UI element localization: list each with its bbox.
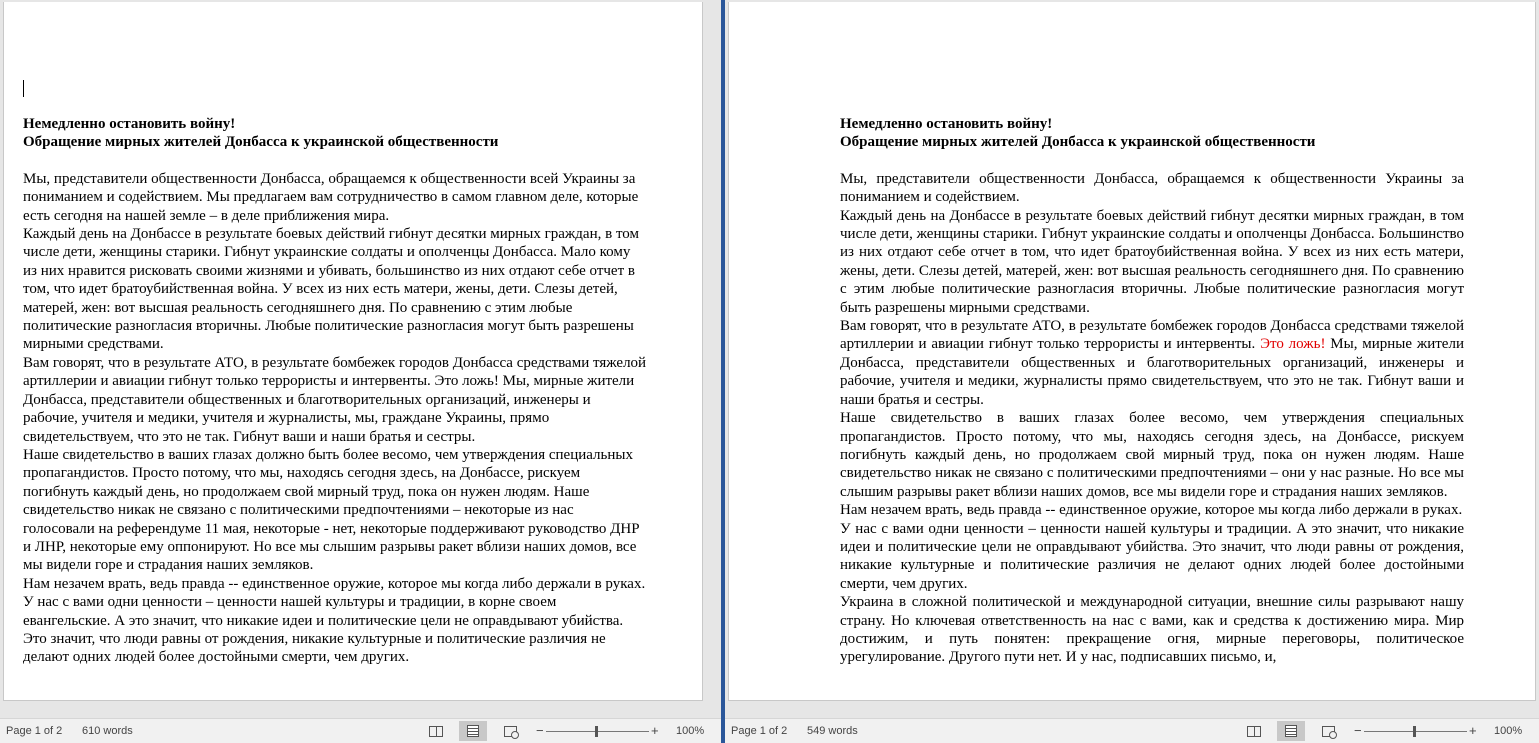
right-status-bar [725,718,1539,743]
zoom-out-button[interactable]: − [536,723,544,738]
document-subtitle: Обращение мирных жителей Донбасса к украинской общественности [840,134,1316,151]
document-title: Немедленно остановить войну! [840,116,1053,132]
paragraph: Каждый день на Донбассе в результате боевых действий гибнут десятки мирных граждан, в том числе дети, женщины старики. Гибнут украинские солдаты и ополченцы Донбасса. Большинство из них отдают себе отчет в том, что идет братоубийственная война. У всех из них есть матери, жены, дети. Слезы детей, матерей, жен: вот высшая реальность сегодняшнего дня. По сравнению с этим любые политические разногласия вторичны. Любые политические разногласия могут быть разрешены мирными средствами. [840,207,1464,316]
paragraph: У нас с вами одни ценности – ценности нашей культуры и традиции, в корне своем евангельские. А это значит, что никакие идеи и политические цели не оправдывают убийства. Это значит, что люди равны от рождения, никакие культурные и политические различия не делают одних людей более достойными смерти, чем других. [23,594,624,666]
read-mode-button[interactable] [422,721,450,741]
zoom-slider-thumb[interactable] [1413,726,1416,737]
text-cursor [23,80,24,97]
paragraph: Наше свидетельство в ваших глазах более весомо, чем утверждения специальных пропагандистов. Просто потому, что мы, находясь сегодня здесь, на Донбассе, рискуем погибнуть каждый день, но продолжаем свой мирный труд, пока он нужен людям. Наше свидетельство никак не связано с политическими предпочтениями – они у нас разные. Но все мы слышим разрывы ракет вблизи наших домов, все мы видели горе и страдания наших земляков. [840,410,1464,500]
highlighted-text: Это ложь! [1260,336,1326,353]
left-status-bar [0,718,721,743]
read-mode-icon [1247,726,1261,737]
word-count[interactable]: 549 words [807,725,858,737]
print-layout-icon [467,725,479,737]
paragraph: Наше свидетельство в ваших глазах должно быть более весомо, чем утверждения специальных пропагандистов. Просто потому, что мы, находясь сегодня здесь, на Донбассе, рискуем погибнуть каждый день, но продолжаем свой мирный труд, пока он нужен людям. Наше свидетельство никак не связано с политическими предпочтениями – некоторые из нас голосовали на референдуме 11 мая, некоторые - нет, некоторые поддерживают руководство ДНР и ЛНР, некоторые ему оппонируют. Но все мы слышим разрывы ракет вблизи наших домов, все мы видели горе и страдания наших земляков. [23,446,640,574]
print-layout-button[interactable] [459,721,487,741]
print-layout-icon [1285,725,1297,737]
print-layout-button[interactable] [1277,721,1305,741]
web-layout-icon [1322,726,1335,737]
right-document-page[interactable] [728,2,1536,701]
document-subtitle: Обращение мирных жителей Донбасса к украинской общественности [23,134,499,151]
left-document-body [23,115,647,667]
web-layout-button[interactable] [1314,721,1342,741]
paragraph: Нам незачем врать, ведь правда -- единственное оружие, которое мы когда либо держали в руках. [840,502,1463,519]
zoom-level[interactable]: 100% [676,725,705,737]
left-document-page[interactable] [3,2,703,701]
paragraph: Нам незачем врать, ведь правда -- единственное оружие, которое мы когда либо держали в руках. [23,575,646,592]
paragraph-with-highlight [840,317,1464,409]
read-mode-button[interactable] [1240,721,1268,741]
zoom-out-button[interactable]: − [1354,723,1362,738]
paragraph: Мы, представители общественности Донбасса, обращаемся к общественности всей Украины за пониманием и содействием. Мы предлагаем вам сотрудничество в самом главном деле, которые есть сегодня на нашей земле – в деле приближения мира. [23,170,639,224]
paragraph: Мы, представители общественности Донбасса, обращаемся к общественности Украины за пониманием и содействием. [840,170,1464,206]
paragraph-text: Мы, мирные жители Донбасса, представители общественных и благотворительных организаций, инженеры и рабочие, учителя и медики, журналисты прямо свидетельствуем, что это не так. Гибнут ваши и наши братья и сестры. [840,336,1464,408]
web-layout-icon [504,726,517,737]
paragraph: Украина в сложной политической и международной ситуации, внешние силы разрывают нашу страну. Но ключевая ответственность на нас с вами, как и средства к достижению мира. Мир достижим, и путь понятен: прекращение огня, мирные переговоры, политическое урегулирование. Другого пути нет. И у нас, подписавших письмо, и, [840,594,1464,666]
document-title: Немедленно остановить войну! [23,116,236,132]
right-document-pane [725,0,1539,743]
zoom-slider-thumb[interactable] [595,726,598,737]
paragraph: У нас с вами одни ценности – ценности нашей культуры и традиции. А это значит, что никакие идеи и политические цели не оправдывают убийства. Это значит, что люди равны от рождения, никакие культурные и политические различия не делают одних людей более достойными смерти, чем других. [840,520,1464,592]
zoom-in-button[interactable]: + [651,723,659,738]
web-layout-button[interactable] [496,721,524,741]
page-count[interactable]: Page 1 of 2 [731,725,788,737]
paragraph: Вам говорят, что в результате АТО, в результате бомбежек городов Донбасса средствами тяжелой артиллерии и авиации гибнут только террористы и интервенты. Это ложь! Мы, мирные жители Донбасса, представители общественных и благотворительных организаций, инженеры и рабочие, учителя и медики, учителя и журналисты, мы, граждане Украины, прямо свидетельствуем, что это не так. Гибнут ваши и наши братья и сестры. [23,354,647,445]
zoom-in-button[interactable]: + [1469,723,1477,738]
read-mode-icon [429,726,443,737]
left-document-pane [0,0,721,743]
zoom-level[interactable]: 100% [1494,725,1523,737]
paragraph-text: Вам говорят, что в результате АТО, в результате бомбежек городов Донбасса средствами тяжелой артиллерии и авиации гибнут только террористы и интервенты. [840,318,1464,353]
right-document-body [840,115,1464,667]
paragraph: Каждый день на Донбассе в результате боевых действий гибнут десятки мирных граждан, в том числе дети, женщины старики. Гибнут украинские солдаты и ополченцы Донбасса. Мало кому из них нравится рисковать своими жизнями и убивать, большинство из них отдают себе отчет в том, что идет братоубийственная война. У всех из них есть матери, жены, дети. Слезы детей, матерей, жен: вот высшая реальность сегодняшнего дня. По сравнению с этим любые политические разногласия вторичны. Любые политические разногласия могут быть разрешены мирными средствами. [23,226,640,353]
word-count[interactable]: 610 words [82,725,133,737]
page-count[interactable]: Page 1 of 2 [6,725,63,737]
